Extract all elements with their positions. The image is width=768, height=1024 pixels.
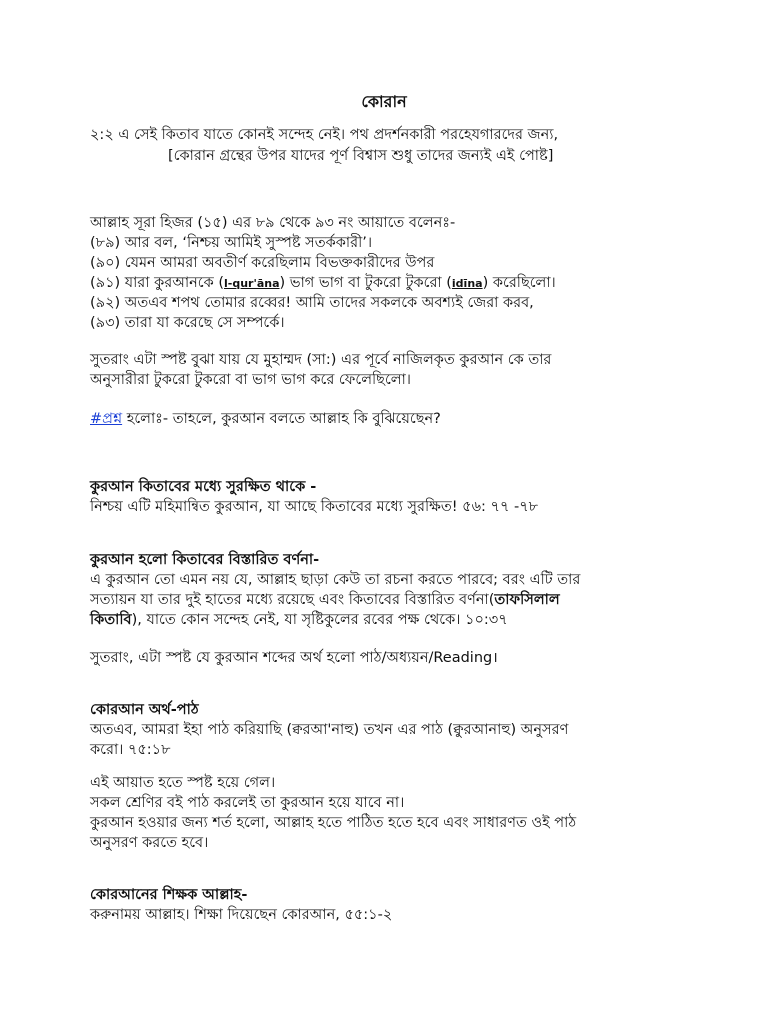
section-3-para-1: এই আয়াত হতে স্পষ্ট হয়ে গেল। (90, 775, 276, 791)
conclusion-line-2: অনুসারীরা টুকরো টুকরো বা ভাগ ভাগ করে ফেলেছিলো। (90, 372, 411, 388)
hijr-intro: আল্লাহ সূরা হিজর (১৫) এর ৮৯ থেকে ৯৩ নং আয়াতে বলেনঃ- (90, 215, 456, 231)
section-2-line-2-text: সত্যায়ন যা তার দুই হাতের মধ্যে রয়েছে এবং কিতাবের বিস্তারিত বর্ণনা( (90, 592, 495, 608)
section-2-conclusion: সুতরাং, এটা স্পষ্ট যে কুরআন শব্দের অর্থ হলো পাঠ/অধ্যয়ন/Reading। (90, 650, 498, 666)
verse-91-part-1: (৯১) যারা কুরআনকে ( (90, 275, 225, 291)
verse-93: (৯৩) তারা যা করেছে সে সম্পর্কে। (90, 315, 285, 331)
section-3-para-2: সকল শ্রেণির বই পাঠ করলেই তা কুরআন হয়ে যাবে না। (90, 795, 405, 811)
section-3-para-3: কুরআন হওয়ার জন্য শর্ত হলো, আল্লাহ হতে পাঠিত হতে হবে এবং সাধারণত ওই পাঠ (90, 815, 577, 831)
verse-89: (৮৯) আর বল, ‘নিশ্চয় আমিই সুস্পষ্ট সতর্ককারী’। (90, 235, 373, 251)
section-3-heading: কোরআন অর্থ-পাঠ (90, 702, 199, 718)
question-hashtag-link[interactable]: #প্রশ্ন (90, 411, 123, 427)
section-1-line-1: নিশ্চয় এটি মহিমান্বিত কুরআন, যা আছে কিতাবের মধ্যে সুরক্ষিত! ৫৬: ৭৭ -৭৮ (90, 499, 539, 515)
section-3-line-1: অতএব, আমরা ইহা পাঠ করিয়াছি (ক্বরআ'নাহু) তখন এর পাঠ (ক্বুরআনাহু) অনুসরণ (90, 722, 569, 738)
section-3-line-2: করো। ৭৫:১৮ (90, 742, 171, 758)
section-2-line-3-text: ), যাতে কোন সন্দেহ নেই, যা সৃষ্টিকুলের রবের পক্ষ থেকে। ১০:৩৭ (131, 612, 508, 628)
verse-92: (৯২) অতএব শপথ তোমার রব্বের! আমি তাদের সকলকে অবশ্যই জেরা করব, (90, 295, 534, 311)
question-line (90, 409, 441, 429)
intro-line-2: [কোরান গ্রন্থের উপর যাদের পূর্ণ বিশ্বাস শুধু তাদের জন্যই এই পোষ্ট] (168, 148, 554, 164)
verse-91 (90, 273, 556, 294)
section-3-para-4: অনুসরণ করতে হবে। (90, 835, 209, 851)
section-2-heading: কুরআন হলো কিতাবের বিস্তারিত বর্ণনা- (90, 552, 320, 568)
section-2-line-1: এ কুরআন তো এমন নয় যে, আল্লাহ ছাড়া কেউ তা রচনা করতে পারবে; বরং এটি তার (90, 572, 581, 588)
section-1-heading: কুরআন কিতাবের মধ্যে সুরক্ষিত থাকে - (90, 479, 317, 495)
section-2-line-2 (90, 590, 560, 610)
term-idina-transliteration: idīna (451, 277, 483, 290)
kitabi-bold: কিতাবি (90, 612, 132, 628)
verse-91-part-2: ) ভাগ ভাগ বা টুকরো টুকরো ( (279, 275, 452, 291)
intro-line-1: ২:২ এ সেই কিতাব যাতে কোনই সন্দেহ নেই। পথ প্রদর্শনকারী পরহেযগারদের জন্য, (90, 127, 559, 143)
tafsilal-bold: তাফসিলাল (494, 592, 560, 608)
section-4-heading: কোরআনের শিক্ষক আল্লাহ- (90, 887, 248, 903)
verse-90: (৯০) যেমন আমরা অবতীর্ণ করেছিলাম বিভক্তকারীদের উপর (90, 255, 435, 271)
verse-91-part-3: ) করেছিলো। (482, 275, 556, 291)
conclusion-line-1: সুতরাং এটা স্পষ্ট বুঝা যায় যে মুহাম্মদ (সা:) এর পূর্বে নাজিলকৃত কুরআন কে তার (90, 352, 552, 368)
question-text: হলোঃ- তাহলে, কুরআন বলতে আল্লাহ কি বুঝিয়েছেন? (122, 411, 441, 427)
term-quran-transliteration: l-qur'āna (224, 277, 280, 290)
page-title: কোরান (361, 92, 407, 111)
section-4-line-1: করুনাময় আল্লাহ। শিক্ষা দিয়েছেন কোরআন, ৫৫:১-২ (90, 907, 393, 923)
section-2-line-3 (90, 610, 508, 630)
